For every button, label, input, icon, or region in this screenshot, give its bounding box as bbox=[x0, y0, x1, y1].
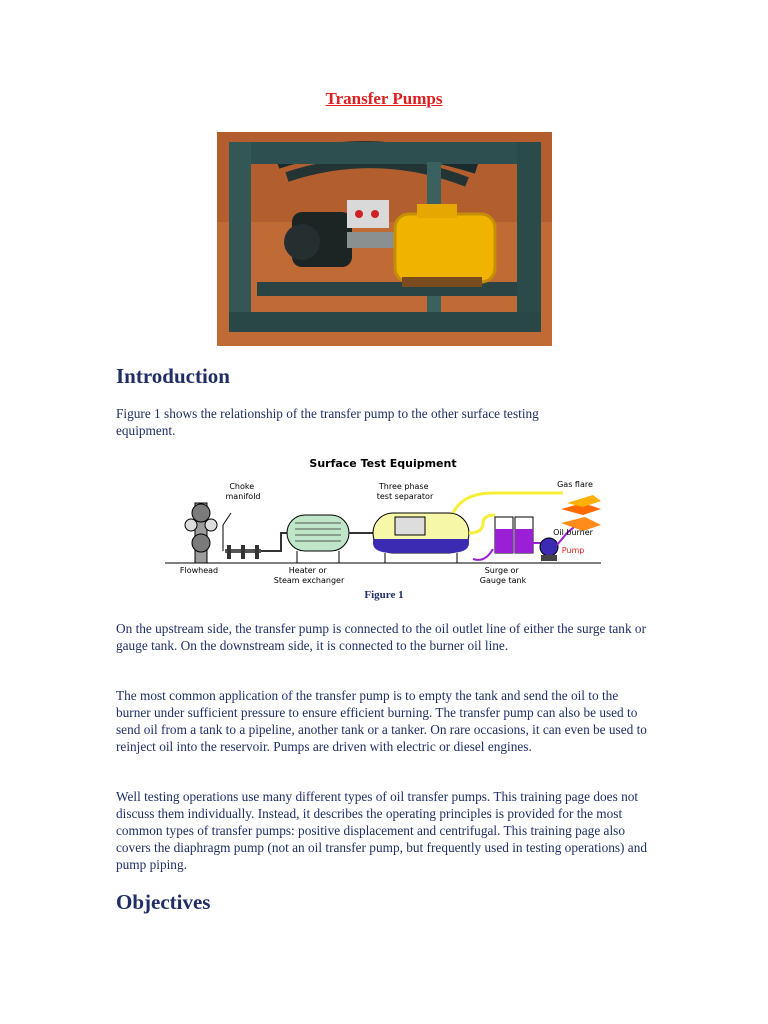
oil-burner-icon bbox=[561, 495, 601, 531]
label-pump: Pump bbox=[561, 546, 585, 555]
section-heading-objectives: Objectives bbox=[116, 890, 211, 914]
page-title: Transfer Pumps bbox=[325, 89, 443, 108]
label-gas-flare: Gas flare bbox=[557, 480, 593, 489]
pump-icon bbox=[540, 538, 558, 561]
label-flowhead: Flowhead bbox=[179, 566, 219, 575]
intro-paragraph-2: On the upstream side, the transfer pump is connected to the oil outlet line of either the surge tank or gauge tank. On the downstream side, it is connected to the burner oil line. bbox=[116, 621, 647, 653]
section-heading-introduction: Introduction bbox=[116, 364, 230, 388]
intro-paragraph-3: The most common application of the transfer pump is to empty the tank and send the oil to the burner under sufficient pressure to ensure efficient burning. The transfer pump can also be used to send oil from a tank to a pipeline, another tank or a tanker. On rare occasions, it can even be used to reinject oil into the reservoir. Pumps are driven with electric or diesel engines. bbox=[116, 688, 647, 754]
figure-caption: Figure 1 bbox=[364, 589, 404, 601]
separator-icon bbox=[373, 513, 469, 563]
intro-paragraph-1: Figure 1 shows the relationship of the transfer pump to the other surface testing equipment. bbox=[116, 406, 539, 438]
transfer-pump-photo bbox=[217, 132, 552, 346]
label-oil-burner: Oil burner bbox=[553, 528, 593, 537]
label-surge-tank: Surge or Gauge tank bbox=[479, 566, 527, 585]
label-separator: Three phase test separator bbox=[376, 482, 434, 501]
label-choke-manifold: Choke manifold bbox=[225, 482, 261, 501]
figure-heading: Surface Test Equipment bbox=[309, 457, 457, 470]
intro-paragraph-4: Well testing operations use many different types of oil transfer pumps. This training page does not discuss them individually. Instead, it describes the operating principles is provided for the most common types of transfer pumps: positive displacement and centrifugal. This training page also covers the diaphragm pump (not an oil transfer pump, but frequently used in testing operations) and pump piping. bbox=[116, 789, 648, 872]
choke-manifold-icon bbox=[225, 545, 261, 559]
flowhead-icon bbox=[185, 503, 217, 563]
label-heater: Heater or Steam exchanger bbox=[273, 566, 345, 585]
surface-test-equipment-figure bbox=[163, 453, 603, 589]
surge-tank-icon bbox=[495, 517, 533, 553]
heater-icon bbox=[287, 515, 349, 563]
